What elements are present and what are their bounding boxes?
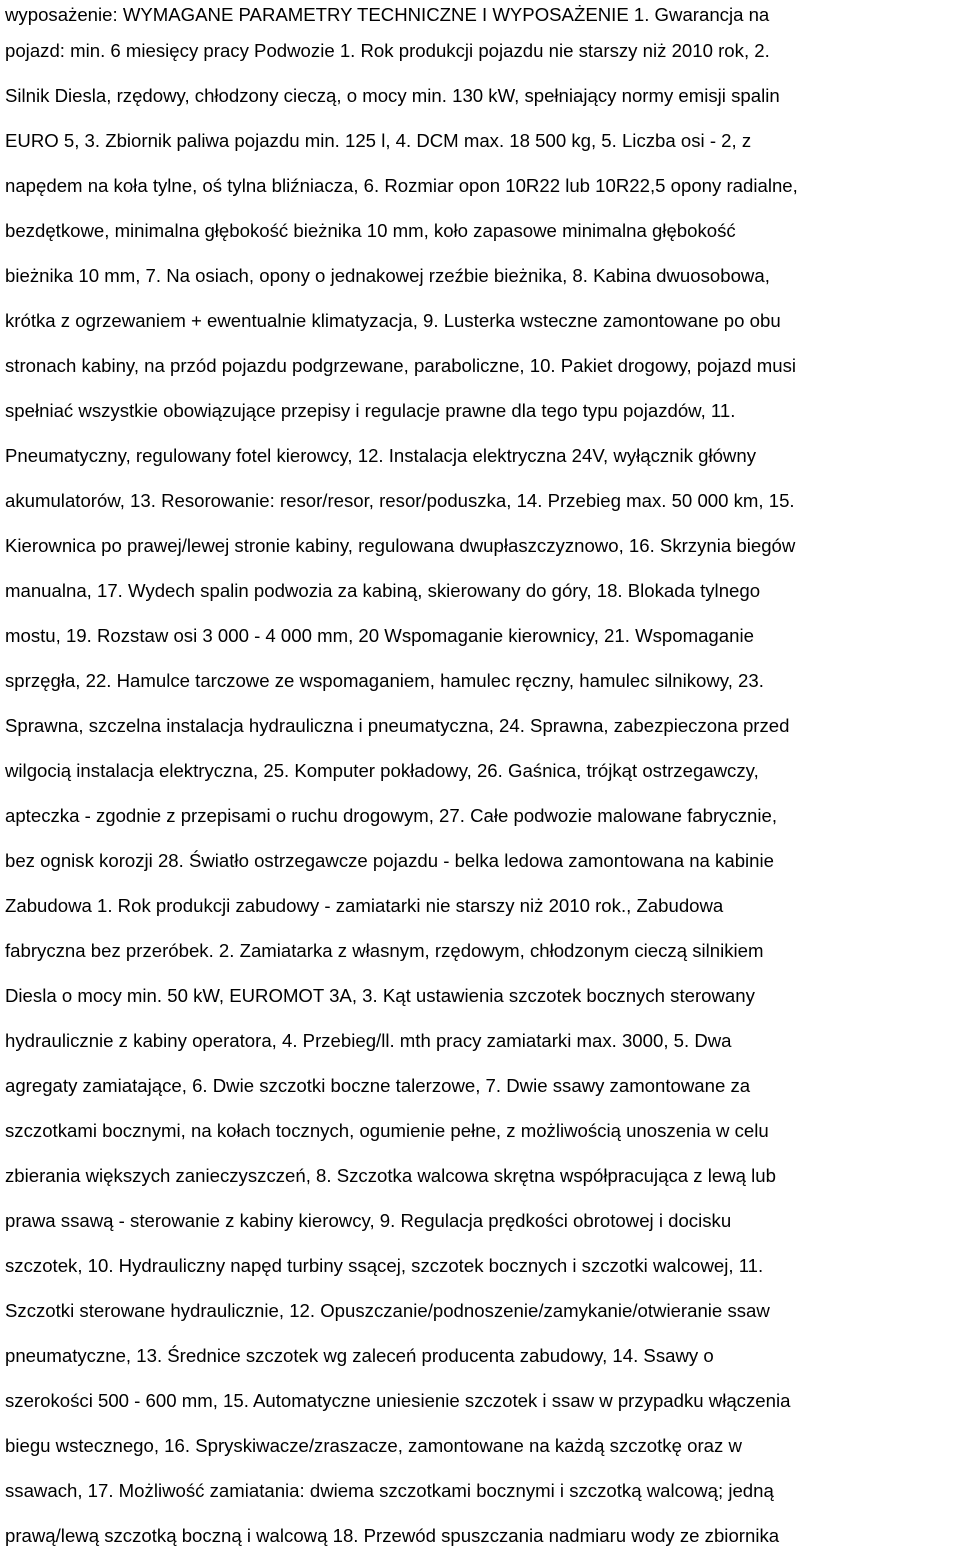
text-line: Szczotki sterowane hydraulicznie, 12. Opuszczanie/podnoszenie/zamykanie/otwieranie ssaw <box>5 1300 770 1321</box>
text-line: EURO 5, 3. Zbiornik paliwa pojazdu min. 125 l, 4. DCM max. 18 500 kg, 5. Liczba osi - 2, z <box>5 130 752 151</box>
text-line: Silnik Diesla, rzędowy, chłodzony cieczą, o mocy min. 130 kW, spełniający normy emisji spalin <box>5 85 780 106</box>
text-line: bezdętkowe, minimalna głębokość bieżnika 10 mm, koło zapasowe minimalna głębokość <box>5 220 736 241</box>
text-line: Pneumatyczny, regulowany fotel kierowcy, 12. Instalacja elektryczna 24V, wyłącznik główny <box>5 445 756 466</box>
text-line: bieżnika 10 mm, 7. Na osiach, opony o jednakowej rzeźbie bieżnika, 8. Kabina dwuosobowa, <box>5 265 770 286</box>
text-line: fabryczna bez przeróbek. 2. Zamiatarka z własnym, rzędowym, chłodzonym cieczą silnikiem <box>5 940 764 961</box>
text-line: pneumatyczne, 13. Średnice szczotek wg zaleceń producenta zabudowy, 14. Ssawy o <box>5 1345 714 1366</box>
text-line: stronach kabiny, na przód pojazdu podgrzewane, paraboliczne, 10. Pakiet drogowy, pojazd musi <box>5 355 797 376</box>
text-line: biegu wstecznego, 16. Spryskiwacze/zraszacze, zamontowane na każdą szczotkę oraz w <box>5 1435 742 1456</box>
text-line: prawą/lewą szczotką boczną i walcową 18. Przewód spuszczania nadmiaru wody ze zbiornika <box>5 1525 780 1546</box>
text-line: prawa ssawą - sterowanie z kabiny kierowcy, 9. Regulacja prędkości obrotowej i docisku <box>5 1210 732 1231</box>
text-line: ssawach, 17. Możliwość zamiatania: dwiema szczotkami bocznymi i szczotką walcową; jedną <box>5 1480 774 1501</box>
text-line: mostu, 19. Rozstaw osi 3 000 - 4 000 mm, 20 Wspomaganie kierownicy, 21. Wspomaganie <box>5 625 754 646</box>
text-line: sprzęgła, 22. Hamulce tarczowe ze wspomaganiem, hamulec ręczny, hamulec silnikowy, 23. <box>5 670 764 691</box>
text-line: manualna, 17. Wydech spalin podwozia za kabiną, skierowany do góry, 18. Blokada tylnego <box>5 580 761 601</box>
text-line: Diesla o mocy min. 50 kW, EUROMOT 3A, 3. Kąt ustawienia szczotek bocznych sterowany <box>5 985 755 1006</box>
text-line: Sprawna, szczelna instalacja hydrauliczna i pneumatyczna, 24. Sprawna, zabezpieczona przed <box>5 715 790 736</box>
text-line: wilgocią instalacja elektryczna, 25. Komputer pokładowy, 26. Gaśnica, trójkąt ostrzegawczy, <box>5 760 759 781</box>
text-line: szczotkami bocznymi, na kołach tocznych, ogumienie pełne, z możliwością unoszenia w celu <box>5 1120 769 1141</box>
text-line: akumulatorów, 13. Resorowanie: resor/resor, resor/poduszka, 14. Przebieg max. 50 000 km, 15. <box>5 490 795 511</box>
text-line: agregaty zamiatające, 6. Dwie szczotki boczne talerzowe, 7. Dwie ssawy zamontowane za <box>5 1075 751 1096</box>
text-line: Zabudowa 1. Rok produkcji zabudowy - zamiatarki nie starszy niż 2010 rok., Zabudowa <box>5 895 724 916</box>
text-line: napędem na koła tylne, oś tylna bliźniacza, 6. Rozmiar opon 10R22 lub 10R22,5 opony radialne, <box>5 175 798 196</box>
text-line: szczotek, 10. Hydrauliczny napęd turbiny ssącej, szczotek bocznych i szczotki walcowej, 11. <box>5 1255 764 1276</box>
text-line: Kierownica po prawej/lewej stronie kabiny, regulowana dwupłaszczyznowo, 16. Skrzynia biegów <box>5 535 796 556</box>
text-line: bez ognisk korozji 28. Światło ostrzegawcze pojazdu - belka ledowa zamontowana na kabinie <box>5 850 774 871</box>
text-line: spełniać wszystkie obowiązujące przepisy i regulacje prawne dla tego typu pojazdów, 11. <box>5 400 736 421</box>
text-line: zbierania większych zanieczyszczeń, 8. Szczotka walcowa skrętna współpracująca z lewą lub <box>5 1165 776 1186</box>
text-line: krótka z ogrzewaniem + ewentualnie klimatyzacja, 9. Lusterka wsteczne zamontowane po obu <box>5 310 781 331</box>
text-line: szerokości 500 - 600 mm, 15. Automatyczne uniesienie szczotek i ssaw w przypadku włączenia <box>5 1390 791 1411</box>
text-line: apteczka - zgodnie z przepisami o ruchu drogowym, 27. Całe podwozie malowane fabrycznie, <box>5 805 778 826</box>
text-line: wyposażenie: WYMAGANE PARAMETRY TECHNICZNE I WYPOSAŻENIE 1. Gwarancja na <box>5 4 770 25</box>
text-line: pojazd: min. 6 miesięcy pracy Podwozie 1. Rok produkcji pojazdu nie starszy niż 2010 rok, 2. <box>5 40 770 61</box>
text-line: hydraulicznie z kabiny operatora, 4. Przebieg/ll. mth pracy zamiatarki max. 3000, 5. Dwa <box>5 1030 732 1051</box>
